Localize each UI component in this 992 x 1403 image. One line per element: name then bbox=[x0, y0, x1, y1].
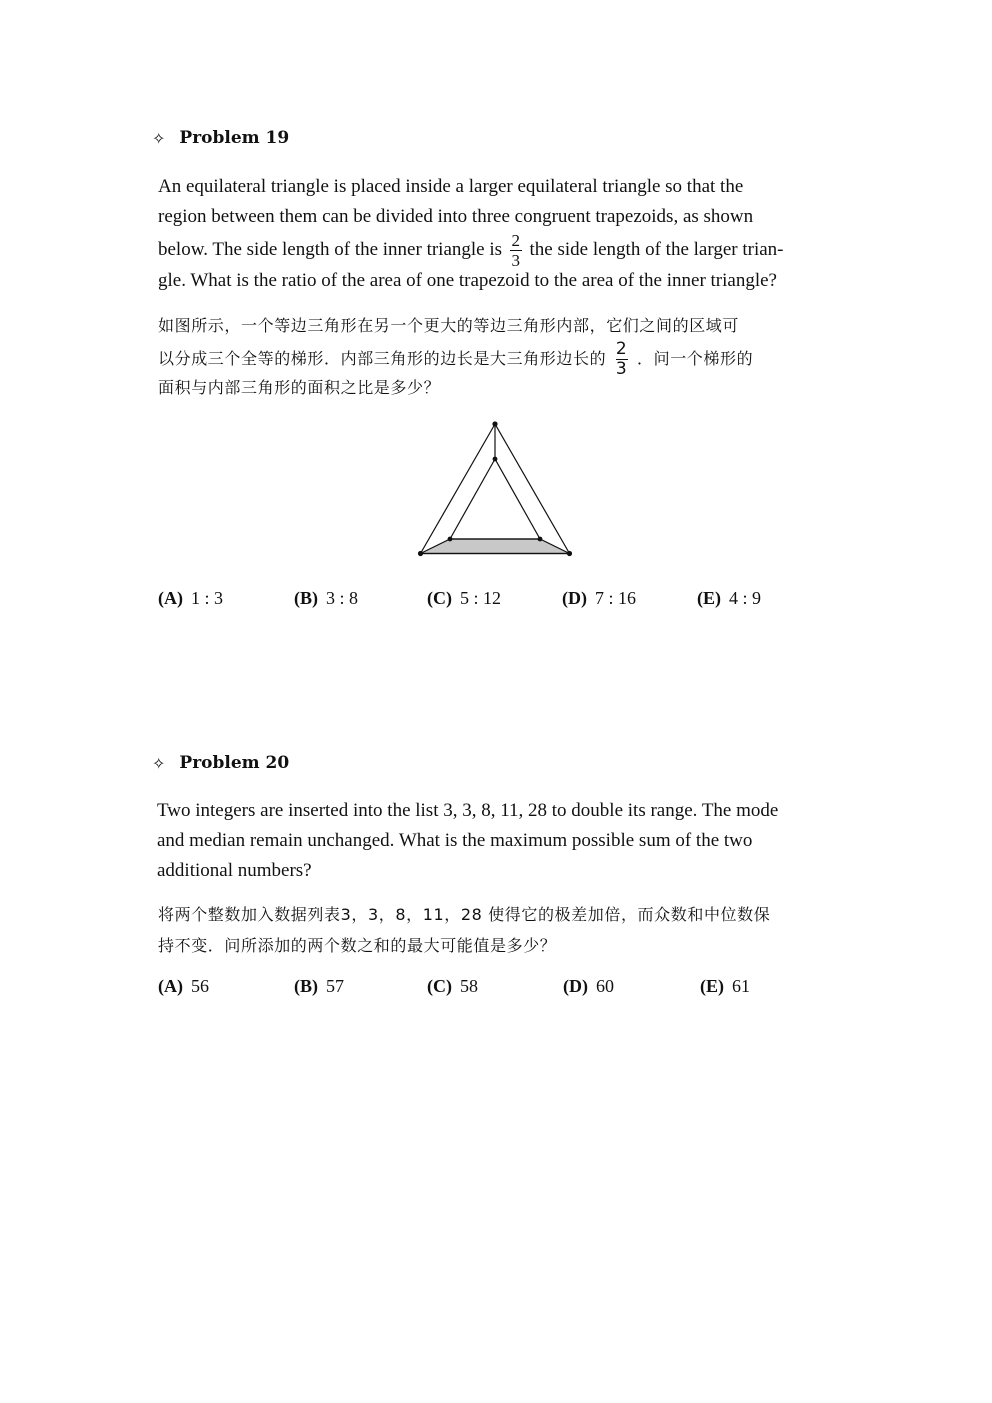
choice-value: 56 bbox=[191, 976, 209, 996]
problem-19-cn-line2-after: ．问一个梯形的 bbox=[637, 349, 754, 368]
fraction-denominator: 3 bbox=[615, 359, 628, 379]
problem-20-choices bbox=[158, 976, 800, 997]
choice-label: (C) bbox=[427, 976, 452, 996]
choice-d[interactable] bbox=[562, 588, 697, 609]
choice-label: (C) bbox=[427, 588, 452, 608]
choice-c[interactable] bbox=[427, 588, 562, 609]
problem-19-cn-line2-before: 以分成三个全等的梯形．内部三角形的边长是大三角形边长的 bbox=[158, 349, 607, 368]
choice-value: 1 : 3 bbox=[191, 588, 224, 608]
choice-value: 4 : 9 bbox=[729, 588, 762, 608]
problem-19-text-cn bbox=[158, 310, 834, 403]
problem-20-en-line: Two integers are inserted into the list 3, 3, 8, 11, 28 to double its range. The mode bbox=[157, 800, 779, 821]
choice-a[interactable] bbox=[158, 588, 294, 609]
choice-label: (B) bbox=[294, 588, 318, 608]
problem-20-en-line: additional numbers? bbox=[157, 860, 312, 881]
problem-20-text-cn bbox=[158, 899, 834, 961]
problem-20-text-en bbox=[157, 796, 833, 886]
problem-19-en-line: gle. What is the ratio of the area of one trapezoid to the area of the inner triangle? bbox=[158, 270, 777, 291]
fraction-two-thirds bbox=[510, 232, 522, 269]
problem-20-cn-line: 持不变．问所添加的两个数之和的最大可能值是多少？ bbox=[158, 936, 557, 955]
choice-label: (A) bbox=[158, 588, 183, 608]
choice-b[interactable] bbox=[294, 588, 427, 609]
problem-20-cn-line: 将两个整数加入数据列表3，3，8，11，28 使得它的极差加倍，而众数和中位数保 bbox=[158, 905, 771, 924]
choice-value: 57 bbox=[326, 976, 344, 996]
problem-19-title: Problem 19 bbox=[179, 128, 290, 148]
problem-19-en-line-fraction bbox=[158, 231, 834, 270]
problem-20-title: Problem 20 bbox=[179, 753, 290, 773]
choice-value: 5 : 12 bbox=[460, 588, 502, 608]
fraction-denominator: 3 bbox=[511, 251, 521, 270]
choice-label: (D) bbox=[562, 588, 587, 608]
problem-19-cn-line-fraction bbox=[158, 339, 834, 379]
shaded-trapezoid bbox=[421, 539, 570, 554]
choice-e[interactable] bbox=[697, 588, 797, 609]
problem-20-en-line: and median remain unchanged. What is the maximum possible sum of the two bbox=[157, 830, 753, 851]
problem-19-cn-line: 如图所示，一个等边三角形在另一个更大的等边三角形内部，它们之间的区域可 bbox=[158, 316, 740, 335]
choice-c[interactable] bbox=[427, 976, 563, 997]
fraction-numerator: 2 bbox=[511, 231, 521, 250]
choice-label: (A) bbox=[158, 976, 183, 996]
problem-19-choices bbox=[158, 588, 797, 609]
fraction-two-thirds-cn bbox=[615, 341, 628, 378]
problem-20-heading bbox=[152, 753, 289, 773]
choice-value: 7 : 16 bbox=[595, 588, 637, 608]
choice-b[interactable] bbox=[294, 976, 427, 997]
problem-19-cn-line: 面积与内部三角形的面积之比是多少？ bbox=[158, 378, 441, 397]
inner-triangle bbox=[450, 459, 540, 539]
problem-19-en-line3-before: below. The side length of the inner triangle is bbox=[158, 238, 503, 260]
choice-label: (E) bbox=[700, 976, 724, 996]
choice-d[interactable] bbox=[563, 976, 700, 997]
problem-19-star-icon: ✧ bbox=[152, 128, 166, 148]
choice-a[interactable] bbox=[158, 976, 294, 997]
problem-20-star-icon: ✧ bbox=[152, 753, 166, 773]
problem-19-en-line3-after: the side length of the larger trian- bbox=[529, 238, 784, 260]
choice-value: 3 : 8 bbox=[326, 588, 359, 608]
triangle-figure bbox=[410, 418, 580, 564]
problem-19-text-en bbox=[158, 172, 834, 296]
problem-19-en-line: region between them can be divided into three congruent trapezoids, as shown bbox=[158, 206, 754, 227]
problem-19-en-line: An equilateral triangle is placed inside a larger equilateral triangle so that the bbox=[158, 176, 744, 197]
fraction-numerator: 2 bbox=[615, 339, 628, 359]
choice-value: 58 bbox=[460, 976, 478, 996]
choice-e[interactable] bbox=[700, 976, 800, 997]
choice-value: 60 bbox=[596, 976, 614, 996]
choice-label: (E) bbox=[697, 588, 721, 608]
choice-value: 61 bbox=[732, 976, 750, 996]
problem-19-heading bbox=[152, 128, 289, 148]
choice-label: (D) bbox=[563, 976, 588, 996]
choice-label: (B) bbox=[294, 976, 318, 996]
